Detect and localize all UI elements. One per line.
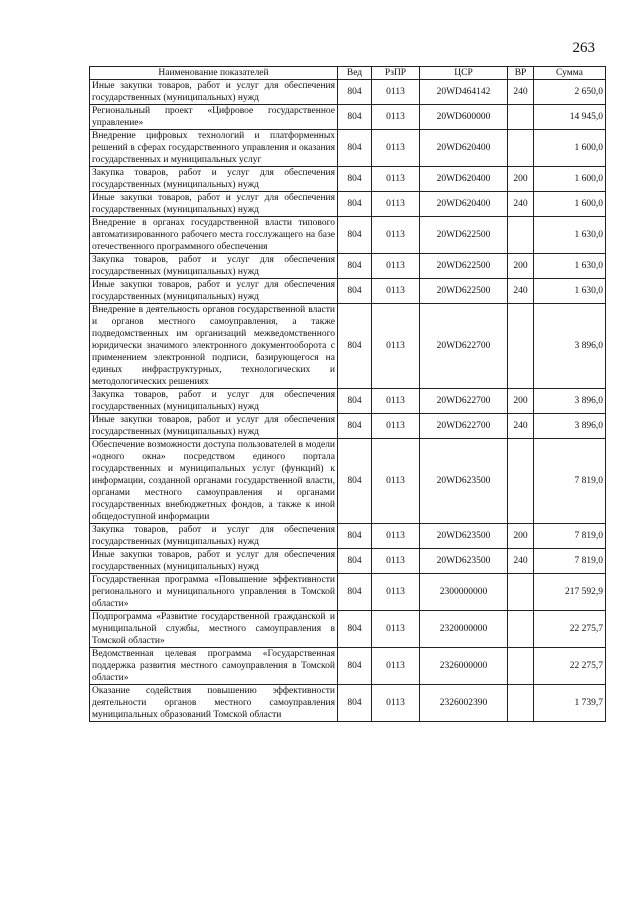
row-name: Иные закупки товаров, работ и услуг для обеспечения государственных (муниципальных) нужд (90, 414, 338, 439)
table-row (90, 130, 606, 167)
row-vr (508, 685, 534, 722)
row-ved: 804 (338, 611, 372, 648)
table-row (90, 574, 606, 611)
row-name: Закупка товаров, работ и услуг для обеспечения государственных (муниципальных) нужд (90, 167, 338, 192)
row-csr: 20WD622700 (420, 304, 508, 389)
row-sum: 3 896,0 (534, 414, 606, 439)
row-csr: 20WD620400 (420, 167, 508, 192)
page-number: 263 (572, 40, 595, 56)
row-ved: 804 (338, 524, 372, 549)
row-rzpr: 0113 (372, 685, 420, 722)
row-vr: 200 (508, 524, 534, 549)
table-row (90, 217, 606, 254)
row-vr (508, 304, 534, 389)
row-name: Подпрограмма «Развитие государственной гражданской и муниципальной службы, местного самоуправления в Томской области» (90, 611, 338, 648)
row-vr (508, 217, 534, 254)
row-csr: 20WD623500 (420, 439, 508, 524)
row-vr (508, 130, 534, 167)
table-row (90, 439, 606, 524)
row-csr: 20WD600000 (420, 105, 508, 130)
row-name: Закупка товаров, работ и услуг для обеспечения государственных (муниципальных) нужд (90, 254, 338, 279)
row-sum: 1 600,0 (534, 130, 606, 167)
table-row (90, 254, 606, 279)
row-sum: 7 819,0 (534, 439, 606, 524)
header-rzpr: РзПР (372, 67, 420, 80)
row-rzpr: 0113 (372, 254, 420, 279)
row-sum: 22 275,7 (534, 611, 606, 648)
row-rzpr: 0113 (372, 549, 420, 574)
row-rzpr: 0113 (372, 130, 420, 167)
table-row (90, 611, 606, 648)
row-rzpr: 0113 (372, 304, 420, 389)
row-ved: 804 (338, 192, 372, 217)
row-sum: 2 650,0 (534, 80, 606, 105)
row-rzpr: 0113 (372, 80, 420, 105)
row-rzpr: 0113 (372, 414, 420, 439)
header-vr: ВР (508, 67, 534, 80)
row-csr: 2300000000 (420, 574, 508, 611)
row-sum: 3 896,0 (534, 304, 606, 389)
row-ved: 804 (338, 217, 372, 254)
table-row (90, 414, 606, 439)
row-vr (508, 105, 534, 130)
row-ved: 804 (338, 167, 372, 192)
row-sum: 1 600,0 (534, 167, 606, 192)
row-rzpr: 0113 (372, 611, 420, 648)
row-vr (508, 574, 534, 611)
row-vr: 240 (508, 549, 534, 574)
row-ved: 804 (338, 130, 372, 167)
row-name: Внедрение в деятельность органов государственной власти и органов местного самоуправления, а также подведомственных им организаций межведомственного юридически значимого электронного документооборота с применением электронной подписи, базирующегося на единых инфраструктурных, технологических и методологических решениях (90, 304, 338, 389)
row-ved: 804 (338, 105, 372, 130)
row-ved: 804 (338, 389, 372, 414)
row-ved: 804 (338, 439, 372, 524)
row-rzpr: 0113 (372, 648, 420, 685)
budget-table (89, 66, 606, 722)
row-sum: 1 630,0 (534, 279, 606, 304)
row-ved: 804 (338, 279, 372, 304)
row-csr: 20WD623500 (420, 549, 508, 574)
row-name: Иные закупки товаров, работ и услуг для обеспечения государственных (муниципальных) нужд (90, 192, 338, 217)
row-name: Иные закупки товаров, работ и услуг для обеспечения государственных (муниципальных) нужд (90, 279, 338, 304)
header-ved: Вед (338, 67, 372, 80)
row-rzpr: 0113 (372, 279, 420, 304)
row-sum: 1 739,7 (534, 685, 606, 722)
table-row (90, 685, 606, 722)
row-sum: 14 945,0 (534, 105, 606, 130)
header-csr: ЦСР (420, 67, 508, 80)
row-rzpr: 0113 (372, 524, 420, 549)
row-ved: 804 (338, 80, 372, 105)
row-vr: 200 (508, 167, 534, 192)
row-csr: 2320000000 (420, 611, 508, 648)
row-ved: 804 (338, 254, 372, 279)
row-ved: 804 (338, 549, 372, 574)
row-csr: 2326000000 (420, 648, 508, 685)
table-row (90, 549, 606, 574)
row-csr: 20WD620400 (420, 130, 508, 167)
row-vr: 200 (508, 389, 534, 414)
row-vr (508, 611, 534, 648)
row-csr: 20WD620400 (420, 192, 508, 217)
row-ved: 804 (338, 648, 372, 685)
header-sum: Сумма (534, 67, 606, 80)
row-csr: 20WD622500 (420, 254, 508, 279)
table-row (90, 167, 606, 192)
row-sum: 217 592,9 (534, 574, 606, 611)
row-name: Внедрение в органах государственной власти типового автоматизированного рабочего места госслужащего на базе отечественного программного обеспечения (90, 217, 338, 254)
row-rzpr: 0113 (372, 105, 420, 130)
row-csr: 20WD622700 (420, 414, 508, 439)
row-name: Закупка товаров, работ и услуг для обеспечения государственных (муниципальных) нужд (90, 389, 338, 414)
table-row (90, 304, 606, 389)
row-vr: 200 (508, 254, 534, 279)
row-csr: 2326002390 (420, 685, 508, 722)
header-name: Наименование показателей (90, 67, 338, 80)
row-name: Иные закупки товаров, работ и услуг для обеспечения государственных (муниципальных) нужд (90, 80, 338, 105)
row-sum: 7 819,0 (534, 549, 606, 574)
table-row (90, 389, 606, 414)
table-row (90, 192, 606, 217)
row-csr: 20WD622700 (420, 389, 508, 414)
table-row (90, 80, 606, 105)
row-sum: 7 819,0 (534, 524, 606, 549)
row-vr: 240 (508, 414, 534, 439)
table-row (90, 279, 606, 304)
row-rzpr: 0113 (372, 389, 420, 414)
row-sum: 1 630,0 (534, 254, 606, 279)
row-name: Ведомственная целевая программа «Государственная поддержка развития местного самоуправления в Томской области» (90, 648, 338, 685)
row-csr: 20WD464142 (420, 80, 508, 105)
row-name: Закупка товаров, работ и услуг для обеспечения государственных (муниципальных) нужд (90, 524, 338, 549)
row-sum: 1 630,0 (534, 217, 606, 254)
row-sum: 3 896,0 (534, 389, 606, 414)
row-name: Государственная программа «Повышение эффективности регионального и муниципального управления в Томской области» (90, 574, 338, 611)
row-ved: 804 (338, 414, 372, 439)
row-csr: 20WD622500 (420, 279, 508, 304)
row-sum: 22 275,7 (534, 648, 606, 685)
row-ved: 804 (338, 304, 372, 389)
row-rzpr: 0113 (372, 439, 420, 524)
row-name: Обеспечение возможности доступа пользователей в модели «одного окна» посредством единого портала государственных и муниципальных услуг (функций) к информации, созданной органами государственной власти, органами местного самоуправления и органами государственных внебюджетных фондов, а также к иной общедоступной информации (90, 439, 338, 524)
row-rzpr: 0113 (372, 217, 420, 254)
row-rzpr: 0113 (372, 192, 420, 217)
row-vr: 240 (508, 192, 534, 217)
row-name: Оказание содействия повышению эффективности деятельности органов местного самоуправления муниципальных образований Томской области (90, 685, 338, 722)
row-csr: 20WD623500 (420, 524, 508, 549)
row-name: Внедрение цифровых технологий и платформенных решений в сферах государственного управления и оказания государственных и муниципальных услуг (90, 130, 338, 167)
table-header-row (90, 67, 606, 80)
row-name: Иные закупки товаров, работ и услуг для обеспечения государственных (муниципальных) нужд (90, 549, 338, 574)
row-rzpr: 0113 (372, 574, 420, 611)
row-vr: 240 (508, 80, 534, 105)
row-csr: 20WD622500 (420, 217, 508, 254)
row-vr: 240 (508, 279, 534, 304)
row-rzpr: 0113 (372, 167, 420, 192)
table-row (90, 524, 606, 549)
table-row (90, 648, 606, 685)
row-ved: 804 (338, 685, 372, 722)
table-row (90, 105, 606, 130)
row-vr (508, 439, 534, 524)
row-sum: 1 600,0 (534, 192, 606, 217)
row-name: Региональный проект «Цифровое государственное управление» (90, 105, 338, 130)
row-vr (508, 648, 534, 685)
row-ved: 804 (338, 574, 372, 611)
